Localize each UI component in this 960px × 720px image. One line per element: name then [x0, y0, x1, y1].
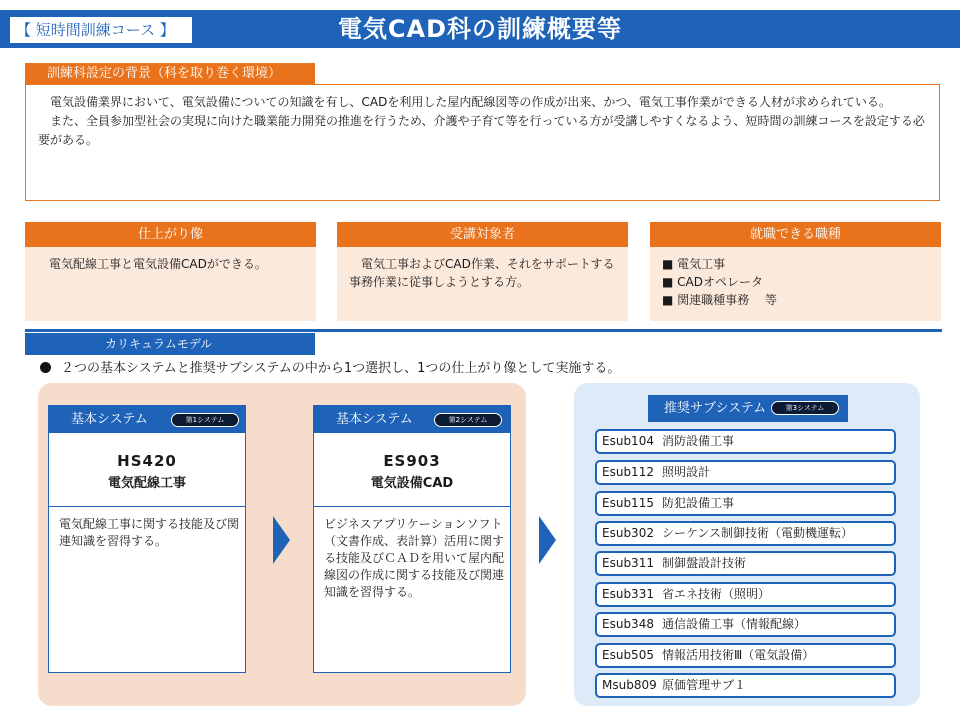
subsystem-name: 通信設備工事（情報配線） — [662, 617, 807, 631]
bullet-icon — [40, 362, 51, 373]
subsystem-code: Esub302 — [602, 526, 654, 540]
system-name: 電気配線工事 — [107, 476, 186, 491]
job-item: ■ 電気工事 — [662, 257, 726, 271]
arrow-right-icon — [273, 516, 290, 564]
subsystem-name: シーケンス制御技術（電動機運転） — [662, 526, 854, 540]
subsystem-item — [595, 429, 896, 454]
curriculum-divider — [25, 329, 942, 332]
background-text-box — [25, 84, 940, 201]
goal-box-title: 仕上がり像 — [25, 222, 316, 247]
jobs-box-list — [650, 247, 941, 321]
basic-system-card-2 — [313, 405, 511, 673]
subsystem-name: 防犯設備工事 — [662, 496, 735, 510]
course-type-label: 【 短時間訓練コース 】 — [10, 17, 192, 43]
subsystem-code: Esub505 — [602, 648, 654, 662]
subsystem-code: Esub311 — [602, 556, 654, 570]
curriculum-intro — [40, 360, 900, 378]
job-item: ■ 関連職種事務 等 — [662, 293, 777, 307]
background-paragraph-2: また、全員参加型社会の実現に向けた職業能力開発の推進を行うため、介護や子育て等を行っている方が受講しやすくなるよう、短時間の訓練コースを設定する必要がある。 — [38, 114, 925, 147]
system-card-header-label: 基本システム — [71, 412, 148, 427]
system-name: 電気設備CAD — [370, 476, 454, 491]
goal-box — [25, 222, 316, 321]
system-badge: 第3システム — [771, 401, 839, 415]
subsystem-name: 制御盤設計技術 — [662, 556, 747, 570]
subsystem-name: 省エネ技術（照明） — [662, 587, 771, 601]
subsystem-item — [595, 491, 896, 516]
subsystem-code: Esub348 — [602, 617, 654, 631]
target-box-title: 受講対象者 — [337, 222, 628, 247]
system-badge: 第2システム — [434, 413, 502, 427]
subsystems-header — [648, 395, 848, 422]
background-section-tab: 訓練科設定の背景（科を取り巻く環境） — [25, 63, 315, 85]
subsystem-item — [595, 460, 896, 485]
jobs-box-title: 就職できる職種 — [650, 222, 941, 247]
target-box — [337, 222, 628, 321]
system-card-header-label: 基本システム — [336, 412, 413, 427]
subsystem-code: Esub115 — [602, 496, 654, 510]
subsystems-header-label: 推奨サブシステム — [664, 401, 767, 416]
curriculum-section-tab: カリキュラムモデル — [25, 333, 315, 355]
card-divider — [49, 506, 245, 507]
subsystem-item — [595, 521, 896, 546]
subsystem-name: 照明設計 — [662, 465, 711, 479]
subsystem-name: 情報活用技術Ⅲ（電気設備） — [662, 648, 815, 662]
system-code: HS420 — [117, 452, 177, 470]
curriculum-intro-text: ２つの基本システムと推奨サブシステムの中から1つ選択し、1つの仕上がり像として実施する。 — [61, 361, 621, 376]
subsystem-name: 消防設備工事 — [662, 434, 735, 448]
subsystem-item — [595, 551, 896, 576]
subsystem-code: Esub331 — [602, 587, 654, 601]
page-header — [0, 0, 960, 58]
system-code: ES903 — [383, 452, 441, 470]
system-badge: 第1システム — [171, 413, 239, 427]
goal-box-text: 電気配線工事と電気設備CADができる。 — [25, 247, 316, 321]
basic-system-card-1 — [48, 405, 246, 673]
arrow-right-icon — [539, 516, 556, 564]
system-description: 電気配線工事に関する技能及び関連知識を習得する。 — [59, 517, 240, 548]
subsystem-item — [595, 582, 896, 607]
subsystem-item — [595, 643, 896, 668]
subsystem-name: 原価管理サブ１ — [662, 678, 747, 692]
page-title: 電気CAD科の訓練概要等 — [337, 15, 623, 43]
system-description: ビジネスアプリケーションソフト（文書作成、表計算）活用に関する技能及びＣＡＤを用いて屋内配線図の作成に関する技能及び関連知識を習得する。 — [324, 517, 505, 599]
background-paragraph-1: 電気設備業界において、電気設備についての知識を有し、CADを利用した屋内配線図等の作成が出来、かつ、電気工事作業ができる人材が求められている。 — [50, 95, 891, 109]
job-item: ■ CADオペレータ — [662, 275, 763, 289]
subsystem-item — [595, 673, 896, 698]
subsystem-code: Msub809 — [602, 678, 657, 692]
card-divider — [314, 506, 510, 507]
target-box-text: 電気工事およびCAD作業、それをサポートする事務作業に従事しようとする方。 — [337, 247, 628, 321]
system-card-header — [49, 406, 245, 433]
subsystem-code: Esub104 — [602, 434, 654, 448]
jobs-box — [650, 222, 941, 321]
subsystem-code: Esub112 — [602, 465, 654, 479]
system-card-header — [314, 406, 510, 433]
subsystem-item — [595, 612, 896, 637]
